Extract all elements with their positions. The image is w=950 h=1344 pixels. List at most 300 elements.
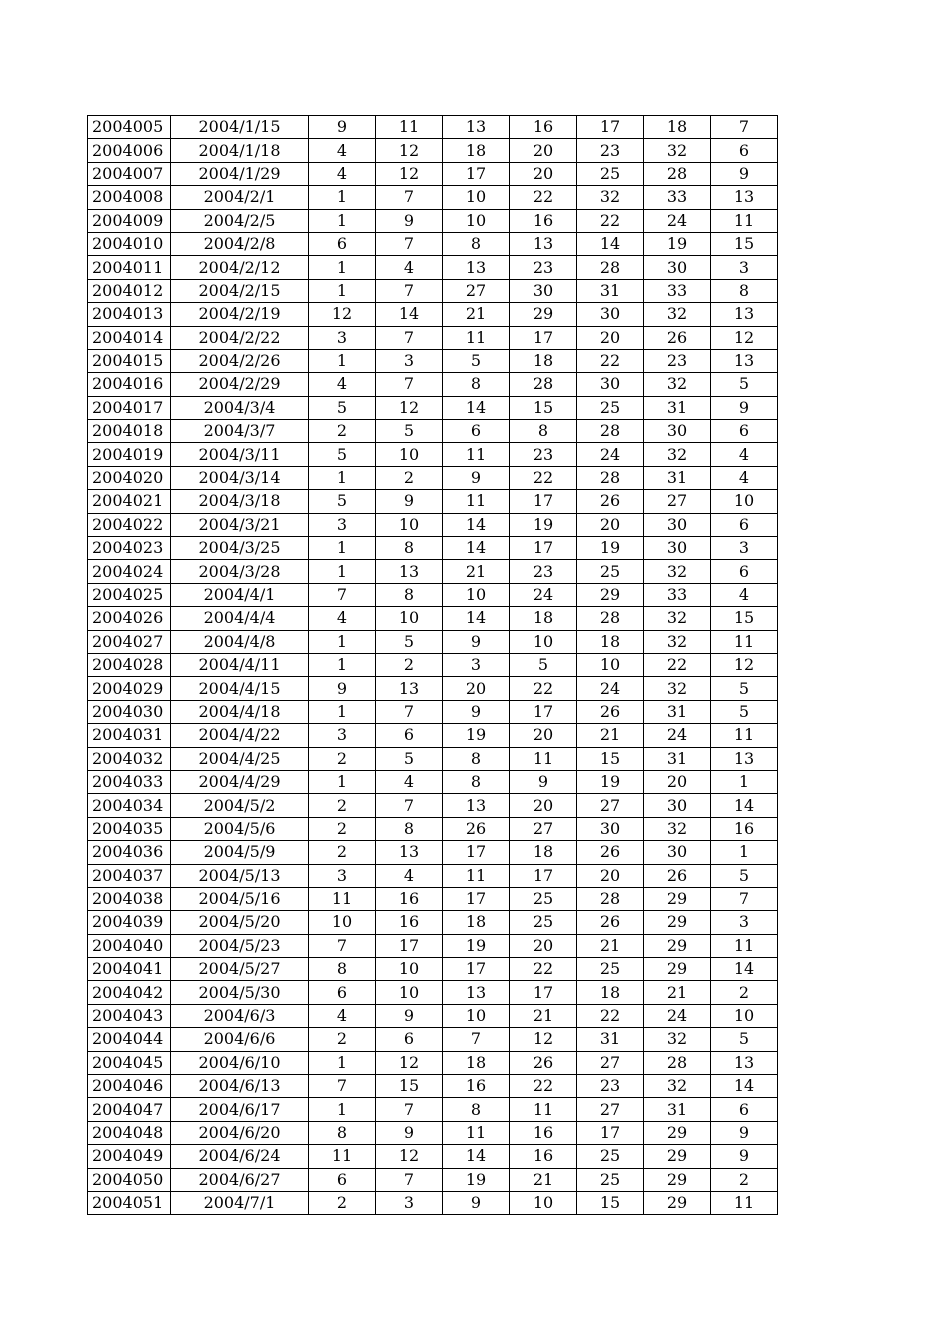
number-cell: 31 [577,279,644,302]
number-cell: 1 [309,653,376,676]
number-cell: 13 [510,232,577,255]
number-cell: 17 [577,1121,644,1144]
number-cell: 31 [644,700,711,723]
number-cell: 10 [443,1004,510,1027]
number-cell: 4 [376,770,443,793]
table-row [88,1098,778,1121]
issue-number-cell: 2004005 [88,116,171,139]
number-cell: 21 [510,1004,577,1027]
number-cell: 28 [510,373,577,396]
issue-number-cell: 2004023 [88,537,171,560]
number-cell: 1 [309,770,376,793]
number-cell: 33 [644,583,711,606]
number-cell: 30 [510,279,577,302]
number-cell: 26 [644,864,711,887]
number-cell: 8 [443,770,510,793]
number-cell: 1 [309,1098,376,1121]
draw-date-cell: 2004/5/23 [171,934,309,957]
number-cell: 19 [644,232,711,255]
number-cell: 3 [309,724,376,747]
number-cell: 10 [376,607,443,630]
number-cell: 1 [309,560,376,583]
table-row [88,466,778,489]
number-cell: 20 [577,326,644,349]
issue-number-cell: 2004018 [88,420,171,443]
table-row [88,981,778,1004]
draw-date-cell: 2004/3/18 [171,490,309,513]
number-cell: 4 [309,162,376,185]
number-cell: 14 [443,607,510,630]
number-cell: 20 [644,770,711,793]
number-cell: 24 [644,1004,711,1027]
number-cell: 7 [309,934,376,957]
number-cell: 14 [711,958,778,981]
number-cell: 13 [376,560,443,583]
number-cell: 8 [376,583,443,606]
number-cell: 8 [443,373,510,396]
number-cell: 8 [309,1121,376,1144]
number-cell: 10 [376,981,443,1004]
number-cell: 17 [510,981,577,1004]
draw-date-cell: 2004/2/22 [171,326,309,349]
number-cell: 20 [510,794,577,817]
number-cell: 32 [644,373,711,396]
number-cell: 9 [443,630,510,653]
draw-date-cell: 2004/4/1 [171,583,309,606]
number-cell: 18 [443,139,510,162]
number-cell: 16 [510,116,577,139]
number-cell: 14 [443,396,510,419]
number-cell: 7 [309,583,376,606]
number-cell: 7 [376,1098,443,1121]
number-cell: 4 [309,607,376,630]
issue-number-cell: 2004051 [88,1191,171,1214]
number-cell: 5 [711,677,778,700]
issue-number-cell: 2004007 [88,162,171,185]
number-cell: 29 [644,1191,711,1214]
number-cell: 24 [577,443,644,466]
number-cell: 10 [443,186,510,209]
number-cell: 12 [711,653,778,676]
draw-date-cell: 2004/3/21 [171,513,309,536]
number-cell: 1 [309,466,376,489]
issue-number-cell: 2004041 [88,958,171,981]
number-cell: 29 [644,1168,711,1191]
draw-date-cell: 2004/5/13 [171,864,309,887]
number-cell: 20 [577,864,644,887]
number-cell: 11 [443,864,510,887]
table-row [88,583,778,606]
number-cell: 12 [376,162,443,185]
number-cell: 3 [309,326,376,349]
number-cell: 1 [711,770,778,793]
number-cell: 4 [376,864,443,887]
number-cell: 32 [644,443,711,466]
number-cell: 29 [577,583,644,606]
number-cell: 6 [711,560,778,583]
issue-number-cell: 2004026 [88,607,171,630]
draw-date-cell: 2004/5/27 [171,958,309,981]
draw-date-cell: 2004/3/11 [171,443,309,466]
issue-number-cell: 2004016 [88,373,171,396]
number-cell: 3 [711,537,778,560]
number-cell: 32 [644,1028,711,1051]
number-cell: 26 [510,1051,577,1074]
number-cell: 27 [510,817,577,840]
number-cell: 6 [711,420,778,443]
draw-date-cell: 2004/6/17 [171,1098,309,1121]
number-cell: 8 [443,1098,510,1121]
table-row [88,607,778,630]
number-cell: 14 [443,1145,510,1168]
number-cell: 6 [309,1168,376,1191]
draw-date-cell: 2004/4/18 [171,700,309,723]
table-row [88,911,778,934]
number-cell: 26 [577,911,644,934]
number-cell: 29 [510,303,577,326]
number-cell: 11 [711,934,778,957]
issue-number-cell: 2004045 [88,1051,171,1074]
number-cell: 18 [510,349,577,372]
table-row [88,958,778,981]
number-cell: 2 [309,841,376,864]
draw-date-cell: 2004/1/15 [171,116,309,139]
number-cell: 5 [510,653,577,676]
number-cell: 15 [711,232,778,255]
number-cell: 9 [443,1191,510,1214]
number-cell: 29 [644,911,711,934]
number-cell: 2 [309,1028,376,1051]
number-cell: 23 [577,1075,644,1098]
table-row [88,396,778,419]
issue-number-cell: 2004008 [88,186,171,209]
number-cell: 2 [309,794,376,817]
number-cell: 7 [376,186,443,209]
number-cell: 19 [577,537,644,560]
number-cell: 29 [644,887,711,910]
table-row [88,209,778,232]
number-cell: 19 [510,513,577,536]
draw-date-cell: 2004/2/26 [171,349,309,372]
issue-number-cell: 2004012 [88,279,171,302]
number-cell: 4 [309,373,376,396]
number-cell: 11 [376,116,443,139]
draw-date-cell: 2004/3/7 [171,420,309,443]
number-cell: 11 [443,1121,510,1144]
number-cell: 9 [711,396,778,419]
number-cell: 22 [510,677,577,700]
number-cell: 15 [510,396,577,419]
number-cell: 10 [309,911,376,934]
number-cell: 11 [309,887,376,910]
issue-number-cell: 2004020 [88,466,171,489]
number-cell: 31 [644,747,711,770]
table-row [88,443,778,466]
number-cell: 12 [376,139,443,162]
table-row [88,139,778,162]
number-cell: 15 [711,607,778,630]
number-cell: 1 [309,256,376,279]
draw-date-cell: 2004/4/11 [171,653,309,676]
issue-number-cell: 2004031 [88,724,171,747]
number-cell: 31 [644,396,711,419]
issue-number-cell: 2004024 [88,560,171,583]
number-cell: 17 [443,162,510,185]
number-cell: 26 [577,841,644,864]
table-body [88,116,778,1215]
table-row [88,817,778,840]
number-cell: 19 [443,1168,510,1191]
number-cell: 4 [711,466,778,489]
number-cell: 6 [711,139,778,162]
table-row [88,794,778,817]
number-cell: 16 [376,887,443,910]
number-cell: 27 [644,490,711,513]
number-cell: 22 [577,349,644,372]
number-cell: 18 [443,911,510,934]
draw-date-cell: 2004/6/6 [171,1028,309,1051]
number-cell: 26 [577,490,644,513]
number-cell: 12 [711,326,778,349]
number-cell: 7 [443,1028,510,1051]
table-row [88,1145,778,1168]
draw-date-cell: 2004/2/29 [171,373,309,396]
issue-number-cell: 2004046 [88,1075,171,1098]
issue-number-cell: 2004021 [88,490,171,513]
lottery-results-table [87,115,778,1215]
number-cell: 9 [376,490,443,513]
draw-date-cell: 2004/6/13 [171,1075,309,1098]
number-cell: 13 [711,349,778,372]
number-cell: 11 [510,1098,577,1121]
number-cell: 7 [376,1168,443,1191]
number-cell: 23 [510,256,577,279]
issue-number-cell: 2004044 [88,1028,171,1051]
number-cell: 33 [644,186,711,209]
table-row [88,934,778,957]
number-cell: 22 [510,466,577,489]
number-cell: 6 [376,1028,443,1051]
number-cell: 10 [711,490,778,513]
draw-date-cell: 2004/4/15 [171,677,309,700]
number-cell: 10 [376,513,443,536]
number-cell: 16 [711,817,778,840]
number-cell: 7 [309,1075,376,1098]
number-cell: 8 [443,232,510,255]
number-cell: 32 [644,1075,711,1098]
number-cell: 24 [577,677,644,700]
number-cell: 11 [309,1145,376,1168]
draw-date-cell: 2004/3/25 [171,537,309,560]
number-cell: 28 [577,887,644,910]
number-cell: 28 [644,1051,711,1074]
draw-date-cell: 2004/4/22 [171,724,309,747]
issue-number-cell: 2004014 [88,326,171,349]
number-cell: 24 [644,209,711,232]
draw-date-cell: 2004/5/16 [171,887,309,910]
number-cell: 18 [577,630,644,653]
number-cell: 6 [711,513,778,536]
number-cell: 32 [644,139,711,162]
table-row [88,653,778,676]
number-cell: 21 [510,1168,577,1191]
draw-date-cell: 2004/5/2 [171,794,309,817]
number-cell: 5 [711,1028,778,1051]
number-cell: 15 [577,747,644,770]
number-cell: 16 [376,911,443,934]
draw-date-cell: 2004/3/28 [171,560,309,583]
number-cell: 22 [510,186,577,209]
number-cell: 17 [510,700,577,723]
number-cell: 8 [443,747,510,770]
table-row [88,279,778,302]
number-cell: 12 [376,396,443,419]
issue-number-cell: 2004048 [88,1121,171,1144]
number-cell: 21 [443,560,510,583]
draw-date-cell: 2004/4/4 [171,607,309,630]
issue-number-cell: 2004039 [88,911,171,934]
number-cell: 13 [711,1051,778,1074]
table-row [88,349,778,372]
table-row [88,1121,778,1144]
draw-date-cell: 2004/5/9 [171,841,309,864]
number-cell: 19 [577,770,644,793]
number-cell: 5 [309,396,376,419]
number-cell: 14 [443,537,510,560]
number-cell: 4 [711,443,778,466]
number-cell: 25 [510,887,577,910]
number-cell: 7 [711,116,778,139]
number-cell: 29 [644,1121,711,1144]
number-cell: 1 [309,537,376,560]
number-cell: 3 [711,911,778,934]
table-row [88,303,778,326]
table-row [88,186,778,209]
number-cell: 11 [711,1191,778,1214]
number-cell: 18 [577,981,644,1004]
issue-number-cell: 2004022 [88,513,171,536]
table-row [88,724,778,747]
issue-number-cell: 2004037 [88,864,171,887]
number-cell: 3 [376,1191,443,1214]
number-cell: 10 [376,443,443,466]
number-cell: 30 [577,817,644,840]
issue-number-cell: 2004013 [88,303,171,326]
issue-number-cell: 2004032 [88,747,171,770]
number-cell: 3 [309,864,376,887]
number-cell: 2 [309,747,376,770]
number-cell: 7 [376,326,443,349]
issue-number-cell: 2004015 [88,349,171,372]
number-cell: 10 [443,583,510,606]
number-cell: 10 [577,653,644,676]
number-cell: 22 [644,653,711,676]
issue-number-cell: 2004010 [88,232,171,255]
number-cell: 16 [510,1121,577,1144]
number-cell: 2 [376,466,443,489]
table-row [88,513,778,536]
number-cell: 17 [510,537,577,560]
draw-date-cell: 2004/6/10 [171,1051,309,1074]
number-cell: 6 [443,420,510,443]
number-cell: 9 [443,700,510,723]
number-cell: 13 [443,116,510,139]
number-cell: 25 [577,162,644,185]
number-cell: 4 [711,583,778,606]
issue-number-cell: 2004043 [88,1004,171,1027]
number-cell: 10 [376,958,443,981]
number-cell: 29 [644,958,711,981]
issue-number-cell: 2004035 [88,817,171,840]
issue-number-cell: 2004036 [88,841,171,864]
table-row [88,841,778,864]
number-cell: 20 [510,934,577,957]
number-cell: 18 [510,841,577,864]
number-cell: 5 [376,630,443,653]
number-cell: 7 [376,794,443,817]
number-cell: 17 [376,934,443,957]
number-cell: 1 [309,186,376,209]
number-cell: 7 [376,279,443,302]
number-cell: 17 [577,116,644,139]
number-cell: 32 [644,560,711,583]
number-cell: 29 [644,934,711,957]
number-cell: 2 [309,420,376,443]
issue-number-cell: 2004038 [88,887,171,910]
table-row [88,1191,778,1214]
number-cell: 11 [443,443,510,466]
number-cell: 32 [644,630,711,653]
number-cell: 7 [376,373,443,396]
number-cell: 31 [577,1028,644,1051]
number-cell: 10 [510,1191,577,1214]
issue-number-cell: 2004047 [88,1098,171,1121]
number-cell: 5 [711,700,778,723]
number-cell: 32 [644,677,711,700]
table-row [88,864,778,887]
number-cell: 16 [510,209,577,232]
number-cell: 2 [711,981,778,1004]
number-cell: 21 [577,934,644,957]
draw-date-cell: 2004/3/4 [171,396,309,419]
number-cell: 20 [510,724,577,747]
table-row [88,490,778,513]
number-cell: 11 [510,747,577,770]
number-cell: 17 [510,326,577,349]
table-row [88,630,778,653]
draw-date-cell: 2004/7/1 [171,1191,309,1214]
number-cell: 13 [376,677,443,700]
draw-date-cell: 2004/4/29 [171,770,309,793]
issue-number-cell: 2004006 [88,139,171,162]
number-cell: 19 [443,724,510,747]
number-cell: 14 [711,1075,778,1098]
number-cell: 13 [711,303,778,326]
draw-date-cell: 2004/2/12 [171,256,309,279]
number-cell: 9 [443,466,510,489]
number-cell: 8 [376,817,443,840]
number-cell: 8 [510,420,577,443]
draw-date-cell: 2004/2/8 [171,232,309,255]
number-cell: 14 [376,303,443,326]
issue-number-cell: 2004042 [88,981,171,1004]
number-cell: 23 [577,139,644,162]
draw-date-cell: 2004/2/1 [171,186,309,209]
draw-date-cell: 2004/4/25 [171,747,309,770]
issue-number-cell: 2004011 [88,256,171,279]
number-cell: 32 [577,186,644,209]
number-cell: 31 [644,466,711,489]
